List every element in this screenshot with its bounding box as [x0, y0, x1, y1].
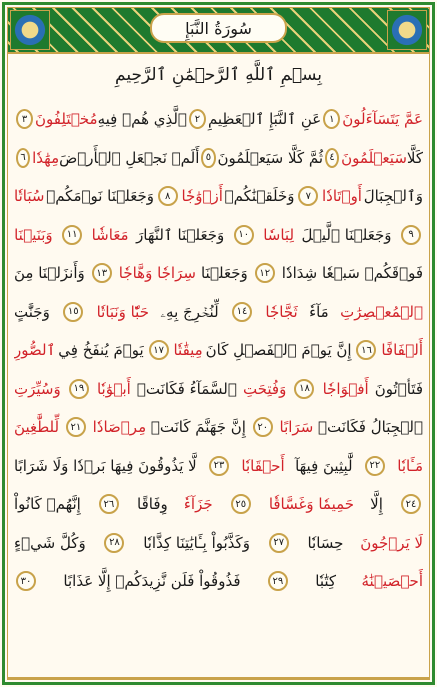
ayah-number-circle-icon: ١٠ [234, 225, 254, 245]
verse-text-segment: ثَجَّاجٗا [265, 302, 298, 321]
verse-text-segment: وِفَاقًا [137, 495, 168, 514]
verse-text-segment: أَزۡوَٰجٗا [181, 187, 223, 206]
verse-text-segment: أَلَمۡ نَجۡعَلِ ٱلۡأَرۡضَ [59, 148, 200, 167]
verse-text-segment: وَجَعَلۡنَا نَوۡمَكُمۡ [46, 187, 154, 206]
verse-line [14, 562, 423, 601]
verse-text-segment: وَخَلَقۡنَٰكُمۡ [224, 187, 295, 206]
verse-lines [14, 100, 423, 601]
ayah-number-circle-icon: ٢١ [66, 417, 86, 437]
verse-text-segment: ٱلصُّورِ [14, 341, 56, 360]
ayah-number-circle-icon: ٢٣ [209, 456, 229, 476]
verse-line [14, 447, 423, 486]
ayah-number-circle-icon: ٦ [16, 148, 30, 168]
ayah-number-circle-icon: ٢٥ [231, 494, 251, 514]
surah-title: سُورَةُ النَّبَإِ [185, 18, 252, 38]
verse-text-segment: كِتَٰبٗا [315, 572, 337, 591]
ayah-number-circle-icon: ٣٠ [16, 571, 36, 591]
verse-text-segment: سَيَعۡلَمُونَ [341, 148, 407, 167]
verse-text-segment: فَتَأۡتُونَ [374, 379, 423, 398]
verse-text-segment: أَحۡقَابٗا [241, 456, 285, 475]
verse-text-segment: مِيقَٰتٗا [173, 341, 203, 360]
ayah-number-circle-icon: ٢٢ [365, 456, 385, 476]
verse-text-segment: مَآءٗ [309, 302, 329, 321]
verse-text-segment: مِرۡصَادٗا [92, 418, 147, 437]
ayah-number-circle-icon: ١ [323, 109, 340, 129]
verse-text-segment: لَّٰبِثِينَ فِيهَآ [295, 456, 353, 475]
verse-text-segment: مَـَٔابٗا [397, 456, 423, 475]
verse-text-segment: كَلَّا [406, 148, 423, 167]
verse-text-segment: وَجَعَلۡنَا [200, 264, 248, 283]
ayah-number-circle-icon: ١٤ [232, 302, 252, 322]
ayah-number-circle-icon: ٢٤ [401, 494, 421, 514]
verse-text-segment: حِسَابٗا [307, 533, 344, 552]
verse-line [14, 216, 423, 255]
ayah-number-circle-icon: ١٩ [69, 379, 89, 399]
ayah-number-circle-icon: ١٨ [294, 379, 314, 399]
verse-text-segment: وَأَنزَلۡنَا مِنَ [14, 264, 85, 283]
verse-text-segment: مُخۡتَلِفُونَ [35, 110, 98, 129]
ayah-number-circle-icon: ٤ [325, 148, 339, 168]
ayah-number-circle-icon: ١٥ [63, 302, 83, 322]
verse-text-segment: سُبَاتٗا [14, 187, 45, 206]
verse-text-segment: فَوۡقَكُمۡ سَبۡعٗا شِدَادٗا [281, 264, 423, 283]
verse-text-segment: لِّنُخۡرِجَ بِهِۦ [160, 302, 219, 321]
verse-text-segment: وَكُلَّ شَيۡءٍ [14, 533, 86, 552]
bottom-border [8, 677, 429, 679]
verse-text-segment: عَمَّ يَتَسَآءَلُونَ [342, 110, 423, 129]
verse-text-segment: سِرَاجٗا وَهَّاجٗا [118, 264, 196, 283]
verse-text-segment: لَا يَرۡجُونَ [360, 533, 423, 552]
verse-line [14, 254, 423, 293]
verse-text-segment: لِبَاسٗا [263, 225, 295, 244]
verse-text-segment: وَكَذَّبُواْ بِـَٔايَٰتِنَا كِذَّابٗا [143, 533, 250, 552]
ayah-number-circle-icon: ٢٩ [268, 571, 288, 591]
verse-text-segment: وَجَعَلۡنَا ٱلَّيۡلَ [301, 225, 392, 244]
verse-line [14, 524, 423, 563]
ayah-number-circle-icon: ٥ [201, 148, 215, 168]
verse-line [14, 485, 423, 524]
verse-line [14, 370, 423, 409]
verse-text-segment: جَزَآءٗ [183, 495, 213, 514]
surah-title-box [150, 13, 287, 43]
verse-text-segment: وَبَنَيۡنَا [14, 225, 53, 244]
verse-text-segment: إِنَّهُمۡ كَانُواْ [14, 495, 81, 514]
verse-text-segment: ثُمَّ كَلَّا سَيَعۡلَمُونَ [217, 148, 324, 167]
verse-text-segment: لِّلطَّٰغِينَ [14, 418, 60, 437]
ayah-number-circle-icon: ٨ [158, 186, 178, 206]
verse-text-segment: لَّا يَذُوقُونَ فِيهَا بَرۡدٗا وَلَا شَرَابًا [14, 456, 197, 475]
ayah-number-circle-icon: ٢ [189, 109, 206, 129]
verse-text-segment: أَلۡفَافًا [381, 341, 423, 360]
verse-line [14, 139, 423, 178]
ayah-number-circle-icon: ١٦ [356, 340, 376, 360]
verse-text-segment: عَنِ ٱلنَّبَإِ ٱلۡعَظِيمِ [207, 110, 322, 129]
ayah-number-circle-icon: ٢٠ [253, 417, 273, 437]
verse-text-segment: حَبّٗا وَنَبَاتٗا [96, 302, 149, 321]
verse-text-segment: مِهَٰدٗا [32, 148, 60, 167]
verse-line [14, 293, 423, 332]
verse-text-segment: وَجَنَّٰتٍ [14, 302, 50, 321]
verse-text-segment: وَفُتِحَتِ [242, 379, 287, 398]
ayah-number-circle-icon: ٢٦ [99, 494, 119, 514]
basmala: بِسۡمِ ٱللَّهِ ٱلرَّحۡمَٰنِ ٱلرَّحِيمِ [115, 65, 322, 85]
ayah-number-circle-icon: ٧ [298, 186, 318, 206]
verse-line [14, 177, 423, 216]
verse-text-segment: ٱلسَّمَآءُ فَكَانَتۡ [136, 379, 237, 398]
verse-text-segment: مَعَاشٗا [91, 225, 129, 244]
verse-text-segment: وَجَعَلۡنَا ٱلنَّهَارَ [136, 225, 225, 244]
verse-text-segment: فَذُوقُواْ فَلَن نَّزِيدَكُمۡ إِلَّا عَذَابًا [63, 572, 241, 591]
verse-text-segment: إِنَّ يَوۡمَ ٱلۡفَصۡلِ كَانَ [205, 341, 352, 360]
verse-line [14, 408, 423, 447]
ayah-number-circle-icon: ٢٨ [104, 533, 124, 553]
ayah-number-circle-icon: ١٢ [255, 263, 275, 283]
verse-line [14, 331, 423, 370]
ayah-number-circle-icon: ٣ [16, 109, 33, 129]
verse-text-segment: يَوۡمَ يُنفَخُ فِي [58, 341, 144, 360]
verse-text-segment: ٱلۡمُعۡصِرَٰتِ [340, 302, 423, 321]
corner-ornament-icon [387, 10, 427, 50]
verse-text-segment: أَوۡتَادٗا [321, 187, 362, 206]
ayah-number-circle-icon: ٩ [401, 225, 421, 245]
verse-text-segment: سَرَابًا [279, 418, 314, 437]
verse-text-segment: أَفۡوَاجٗا [322, 379, 369, 398]
ayah-number-circle-icon: ٢٧ [269, 533, 289, 553]
verse-text-segment: إِلَّا [370, 495, 383, 514]
corner-ornament-icon [10, 10, 50, 50]
verse-text-segment: ٱلَّذِي هُمۡ فِيهِ [97, 110, 187, 129]
verse-text-segment: إِنَّ جَهَنَّمَ كَانَتۡ [150, 418, 246, 437]
verse-text-segment: ٱلۡجِبَالُ فَكَانَتۡ [318, 418, 423, 437]
verse-text-segment: أَحۡصَيۡنَٰهُ [361, 572, 423, 591]
verse-text-segment: أَبۡوَٰبٗا [96, 379, 131, 398]
verse-line [14, 100, 423, 139]
ayah-number-circle-icon: ١١ [62, 225, 82, 245]
verse-text-segment: حَمِيمٗا وَغَسَّاقٗا [268, 495, 355, 514]
ayah-number-circle-icon: ١٧ [149, 340, 169, 360]
ayah-number-circle-icon: ١٣ [92, 263, 112, 283]
verse-text-segment: وَٱلۡجِبَالَ [363, 187, 423, 206]
verse-text-segment: وَسُيِّرَتِ [14, 379, 61, 398]
